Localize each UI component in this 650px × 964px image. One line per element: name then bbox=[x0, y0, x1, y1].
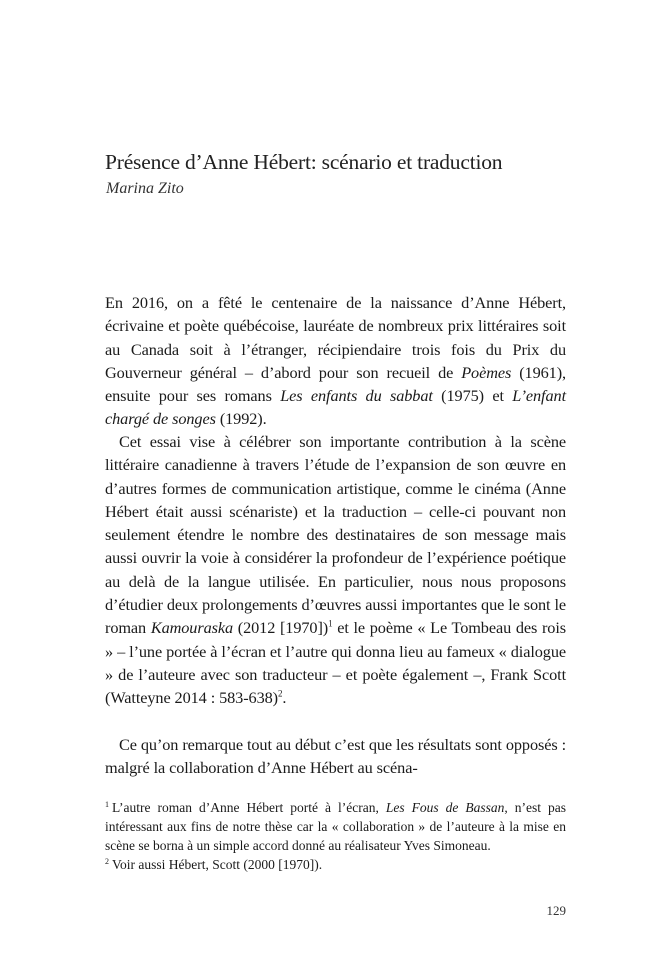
text-run: Voir aussi Hébert, Scott (2000 [1970]). bbox=[112, 857, 323, 872]
text-run: et le poème « Le Tombeau des rois » – l’une portée à l’écran et l’autre qui donna lieu au fameux « dialogue » de l’auteure avec son traducteur – et poète également –, Frank Scott (Watteyne 2014 : 583-638) bbox=[105, 618, 566, 708]
footnote-2 bbox=[105, 855, 566, 874]
footnotes bbox=[105, 798, 566, 874]
footnote-number: 2 bbox=[105, 856, 109, 866]
text-run: (1975) et bbox=[432, 386, 513, 406]
footnote-reference: 2 bbox=[277, 688, 283, 699]
body-paragraph-2 bbox=[105, 430, 566, 710]
italic-text: Les enfants du sabbat bbox=[280, 386, 433, 406]
text-run: L’autre roman d’Anne Hébert porté à l’écran, bbox=[112, 800, 386, 815]
text-run: (2012 [1970]) bbox=[233, 618, 329, 638]
italic-text: Poèmes bbox=[461, 362, 512, 382]
italic-text: L’enfant chargé de songes bbox=[105, 386, 566, 429]
text-run: , n’est pas intéressant aux fins de notre thèse car la « collaboration » de l’auteure à la mise en scène se borna à un simple accord donné au réalisateur Yves Simoneau. bbox=[105, 800, 566, 853]
text-run: . bbox=[282, 688, 287, 708]
footnote-text bbox=[105, 800, 566, 853]
article-author: Marina Zito bbox=[106, 180, 184, 197]
text-run: Ce qu’on remarque tout au début c’est que les résultats sont opposés : malgré la collaboration d’Anne Hébert au scéna- bbox=[105, 735, 566, 778]
text-run: (1992). bbox=[215, 409, 267, 429]
footnote-reference: 1 bbox=[328, 618, 333, 629]
footnote-text bbox=[112, 857, 322, 872]
page-number: 129 bbox=[546, 903, 566, 918]
article-title: Présence d’Anne Hébert: scénario et traduction bbox=[105, 150, 503, 174]
text-run: En 2016, on a fêté le centenaire de la naissance d’Anne Hébert, écrivaine et poète québécoise, lauréate de nombreux prix littéraires soit au Canada soit à l’étranger, récipiendaire trois fois du Prix du Gouverneur général – d’abord pour son recueil de bbox=[105, 293, 566, 382]
text-run: (1961), ensuite pour ses romans bbox=[105, 362, 566, 406]
footnote-1 bbox=[105, 798, 566, 855]
italic-text: Les Fous de Bassan bbox=[385, 800, 505, 815]
italic-text: Kamouraska bbox=[150, 618, 234, 638]
body-paragraph-3 bbox=[105, 733, 566, 780]
body-paragraph-1 bbox=[105, 291, 566, 431]
text-run: Cet essai vise à célébrer son importante contribution à la scène littéraire canadienne à travers l’étude de l’expansion de son œuvre en d’autres formes de communication artistique, comme le cinéma (Anne Hébert était aussi scénariste) et la traduction – celle-ci pouvant non seulement étendre le nombre des destinataires de son message mais aussi ouvrir la voie à considérer la profondeur de l’expérience poétique au delà de la langue utilisée. En particulier, nous nous proposons d’étudier deux prolongements d’œuvres aussi importantes que le sont le roman bbox=[105, 432, 566, 638]
footnote-number: 1 bbox=[105, 799, 109, 809]
